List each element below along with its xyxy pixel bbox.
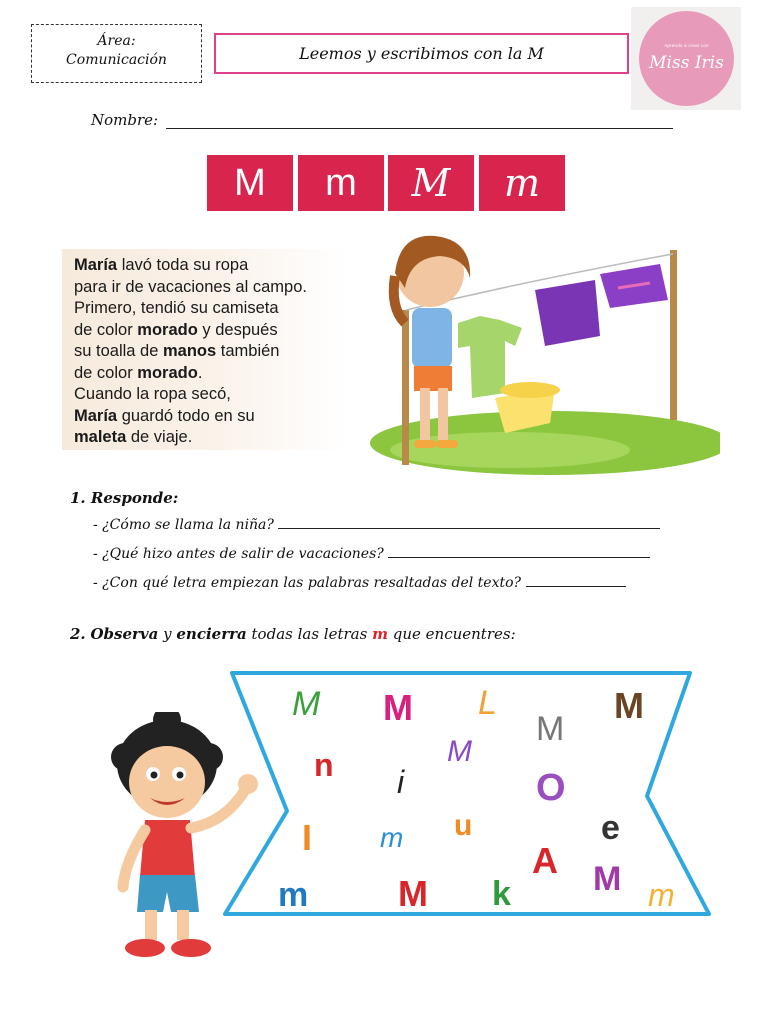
story-line: [74, 341, 307, 363]
story-text-run: de viaje.: [126, 428, 193, 446]
worksheet-title: Leemos y escribimos con la M: [214, 33, 629, 74]
q2-letter-m: m: [372, 625, 388, 643]
letter-item[interactable]: A: [532, 840, 558, 881]
letter-item[interactable]: m: [648, 877, 675, 913]
story-highlight-word: María: [74, 256, 118, 274]
letter-item[interactable]: m: [278, 876, 309, 914]
story-highlight-word: morado: [137, 363, 198, 382]
q1-answer-line-3[interactable]: [526, 586, 626, 587]
story-text-run: para ir de vacaciones al campo.: [74, 277, 307, 296]
story-highlight-word: maleta: [74, 428, 127, 446]
story-line: [74, 406, 307, 428]
letter-item[interactable]: i: [397, 764, 405, 800]
letter-item[interactable]: I: [302, 817, 313, 858]
story-line: [74, 384, 307, 406]
logo-circle: [639, 11, 734, 106]
letter-tile-uppercase-cursive: M: [388, 155, 474, 211]
story-line: [74, 320, 307, 342]
q2-number: 2.: [70, 625, 86, 643]
name-blank-line: [166, 128, 673, 129]
area-label: Área:: [97, 33, 136, 49]
q1-item-3: [93, 575, 626, 591]
story-box: [62, 249, 346, 450]
story-text-run: su toalla de: [74, 342, 163, 360]
letter-item[interactable]: M: [593, 860, 622, 898]
letter-tile-uppercase-print: M: [207, 155, 293, 211]
q2-text1: todas las letras: [251, 625, 368, 643]
letter-item[interactable]: M: [398, 873, 428, 914]
miss-iris-logo: [631, 7, 741, 110]
q2-y: y: [163, 625, 172, 643]
story-line: [74, 298, 307, 320]
story-line: [74, 363, 307, 385]
q1-title: 1. Responde:: [70, 489, 179, 507]
area-value: Comunicación: [66, 52, 167, 68]
letter-item[interactable]: M: [383, 687, 413, 728]
logo-big-text: Miss Iris: [649, 53, 724, 73]
story-text-run: guardó todo en su: [117, 406, 255, 425]
letter-item[interactable]: k: [492, 875, 511, 913]
story-text: [74, 255, 307, 449]
q1-item-2: [93, 546, 650, 562]
letter-item[interactable]: O: [536, 767, 566, 809]
q1-item-1: [93, 517, 660, 533]
q2-encierra: encierra: [176, 625, 247, 643]
letter-tile-lowercase-print: m: [298, 155, 384, 211]
letter-tile-lowercase-cursive: m: [479, 155, 565, 211]
story-text-run: Primero, tendió su camiseta: [74, 299, 279, 317]
story-line: [74, 427, 307, 449]
letter-item[interactable]: M: [292, 685, 321, 723]
waving-boy-illustration: [105, 712, 265, 967]
q1-answer-line-2[interactable]: [388, 557, 650, 558]
letter-item[interactable]: e: [601, 809, 620, 847]
area-box: [31, 24, 202, 83]
story-line: [74, 255, 307, 277]
story-highlight-word: morado: [137, 320, 198, 339]
story-text-run: de color: [74, 320, 138, 339]
q1-answer-line-1[interactable]: [278, 528, 660, 529]
letter-item[interactable]: m: [380, 822, 404, 853]
letter-item[interactable]: M: [536, 710, 565, 748]
q2-observa: Observa: [90, 625, 159, 643]
story-text-run: .: [197, 363, 203, 382]
name-label: Nombre:: [91, 111, 159, 129]
letter-item[interactable]: n: [314, 747, 334, 783]
logo-small-text: Aprendo a crear con: [664, 43, 709, 48]
letter-item[interactable]: M: [447, 735, 472, 768]
story-line: [74, 277, 307, 299]
story-text-run: también: [216, 342, 280, 360]
story-text-run: lavó toda su ropa: [117, 256, 249, 274]
q1-item-1-text: - ¿Cómo se llama la niña?: [93, 517, 274, 533]
letter-item[interactable]: u: [454, 809, 473, 842]
girl-clothesline-illustration: [350, 228, 720, 478]
q2-instruction: [70, 625, 516, 643]
q1-item-2-text: - ¿Qué hizo antes de salir de vacaciones?: [93, 546, 384, 562]
q2-text2: que encuentres:: [392, 625, 516, 643]
story-text-run: y después: [197, 320, 278, 339]
story-highlight-word: manos: [162, 342, 217, 360]
letter-item[interactable]: M: [614, 685, 644, 726]
story-highlight-word: María: [74, 406, 118, 425]
story-text-run: Cuando la ropa secó,: [74, 385, 231, 403]
letter-item[interactable]: L: [478, 684, 497, 722]
q1-item-3-text: - ¿Con qué letra empiezan las palabras resaltadas del texto?: [93, 575, 522, 591]
story-text-run: de color: [74, 363, 138, 382]
